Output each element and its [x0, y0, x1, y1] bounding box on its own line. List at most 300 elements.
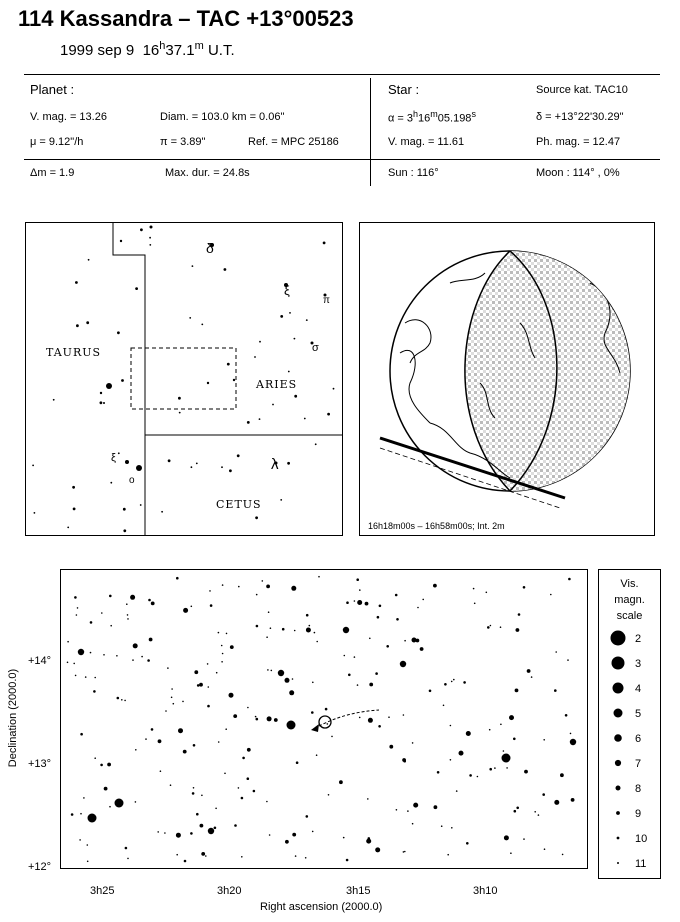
- chart-star: [192, 792, 195, 795]
- chart-star: [190, 832, 193, 835]
- chart-star: [568, 578, 571, 581]
- chart-star: [379, 605, 382, 608]
- mag-dot-3: [612, 657, 625, 670]
- map-star: [229, 469, 232, 472]
- mag-label-5: 5: [635, 708, 642, 720]
- chart-star: [167, 667, 169, 669]
- event-date: 1999 sep 9: [60, 42, 135, 59]
- chart-star: [444, 683, 447, 686]
- chart-star: [171, 697, 173, 699]
- alpha-minutes: 16: [418, 112, 431, 125]
- map-star: [34, 512, 36, 514]
- chart-star: [266, 636, 268, 638]
- mag-label-9: 9: [635, 808, 642, 820]
- planet-star-divider: [370, 78, 371, 186]
- chart-star: [270, 627, 272, 629]
- chart-star: [149, 638, 153, 642]
- star-heading: Star :: [388, 82, 420, 97]
- chart-star: [207, 663, 209, 665]
- moon-info: Moon : 114° , 0%: [536, 167, 620, 179]
- chart-star: [79, 839, 81, 841]
- minute-unit: m: [194, 40, 204, 52]
- mag-dot-6: [614, 734, 622, 742]
- chart-star: [209, 590, 211, 592]
- chart-star: [375, 672, 378, 675]
- chart-star: [534, 811, 536, 813]
- chart-star: [359, 589, 361, 591]
- chart-star: [412, 638, 417, 643]
- delta-ari-label: δ: [206, 240, 214, 256]
- map-star: [168, 459, 171, 462]
- chart-star: [90, 652, 92, 654]
- chart-star: [176, 854, 178, 856]
- chart-bright-star: [88, 814, 97, 823]
- globe-svg: [360, 223, 654, 535]
- chart-star: [214, 827, 217, 830]
- chart-star: [403, 714, 405, 716]
- chart-star: [77, 607, 79, 609]
- map-star: [280, 315, 283, 318]
- chart-star: [157, 831, 159, 833]
- map-star: [100, 392, 102, 394]
- star-vmag: V. mag. = 11.61: [388, 136, 465, 148]
- pi-ari-label: π: [323, 295, 330, 306]
- chart-star: [207, 705, 210, 708]
- chart-star: [524, 770, 528, 774]
- mag-scale-title-2: magn.: [614, 594, 645, 606]
- chart-star: [565, 714, 568, 717]
- chart-star: [148, 599, 151, 602]
- chart-bright-star: [502, 754, 511, 763]
- map-star: [120, 240, 122, 242]
- map-star: [103, 402, 105, 404]
- chart-star: [266, 801, 268, 803]
- chart-star: [193, 744, 196, 747]
- map-star: [192, 265, 194, 267]
- chart-star: [354, 656, 356, 658]
- map-star: [149, 244, 151, 246]
- chart-star: [292, 833, 296, 837]
- chart-star: [224, 773, 226, 775]
- chart-star: [176, 577, 179, 580]
- chart-star: [570, 733, 572, 735]
- mag-dot-11: [617, 862, 619, 864]
- chart-star: [170, 784, 172, 786]
- constellation-svg: [26, 223, 342, 535]
- mag-label-3: 3: [635, 658, 642, 670]
- chart-star: [404, 851, 406, 853]
- chart-star: [256, 625, 259, 628]
- chart-star: [516, 628, 520, 632]
- mag-scale-panel: [598, 569, 661, 879]
- chart-bright-star: [287, 721, 296, 730]
- map-star: [179, 412, 181, 414]
- chart-star: [151, 728, 154, 731]
- chart-star: [71, 813, 74, 816]
- xi-ari-label: ξ: [284, 283, 290, 298]
- chart-star: [197, 684, 200, 687]
- map-star: [178, 397, 181, 400]
- map-star: [191, 466, 193, 468]
- map-star: [73, 508, 76, 511]
- chart-star: [242, 757, 245, 760]
- chart-star: [356, 578, 359, 581]
- chart-star: [542, 793, 545, 796]
- chart-star: [135, 749, 137, 751]
- hour-unit: h: [159, 40, 166, 52]
- chart-star: [489, 768, 492, 771]
- mag-label-11: 11: [635, 858, 647, 870]
- chart-star: [266, 585, 270, 589]
- chart-star: [377, 616, 380, 619]
- ra-axis-label: Right ascension (2000.0): [260, 901, 383, 913]
- planet-ref: Ref. = MPC 25186: [248, 136, 339, 148]
- chart-star: [412, 823, 414, 825]
- chart-star: [306, 628, 311, 633]
- xi-tau-label: ξ: [111, 452, 116, 464]
- map-star: [254, 356, 256, 358]
- map-star: [135, 287, 138, 290]
- target-star-circle: [319, 716, 331, 728]
- chart-star: [234, 824, 237, 827]
- map-star: [304, 418, 306, 420]
- chart-star: [434, 805, 438, 809]
- chart-star: [171, 688, 173, 690]
- map-star: [306, 319, 308, 321]
- field-stars: [67, 576, 577, 862]
- chart-star: [306, 614, 309, 617]
- chart-star: [241, 797, 244, 800]
- mag-dot-7: [615, 760, 621, 766]
- chart-star: [513, 738, 516, 741]
- ra-tick-3h10: 3h10: [473, 885, 498, 897]
- chart-star: [183, 608, 188, 613]
- chart-bright-star: [278, 670, 284, 676]
- chart-star: [216, 672, 218, 674]
- chart-star: [543, 739, 545, 741]
- dec-tick-12: +12°: [28, 861, 52, 873]
- chart-star: [218, 741, 220, 743]
- chart-star: [247, 777, 250, 780]
- chart-star: [80, 813, 82, 815]
- alpha-m-unit: m: [430, 109, 438, 119]
- chart-star: [407, 810, 409, 812]
- chart-star: [274, 718, 278, 722]
- planet-vmag: V. mag. = 13.26: [30, 111, 107, 123]
- chart-star: [76, 614, 78, 616]
- map-star: [86, 321, 89, 324]
- chart-star: [354, 600, 356, 602]
- chart-star: [194, 670, 198, 674]
- omicron-tau-label: o: [129, 475, 135, 486]
- chart-star: [222, 584, 224, 586]
- alpha-hours: α = 3: [388, 112, 414, 125]
- map-star: [294, 395, 297, 398]
- chart-star: [116, 655, 118, 657]
- chart-star: [515, 689, 519, 693]
- planet-diam: Diam. = 103.0 km = 0.06": [160, 111, 285, 123]
- chart-star: [420, 647, 424, 651]
- map-star: [123, 508, 126, 511]
- map-star: [224, 268, 227, 271]
- chart-star: [233, 714, 237, 718]
- chart-star: [506, 767, 508, 769]
- chart-star: [256, 718, 259, 721]
- mag-dot-5: [614, 709, 623, 718]
- map-star: [117, 331, 120, 334]
- ra-tick-3h15: 3h15: [346, 885, 371, 897]
- chart-star: [253, 790, 256, 793]
- chart-star: [343, 837, 345, 839]
- map-star: [288, 371, 290, 373]
- chart-star: [176, 833, 181, 838]
- chart-star: [346, 859, 349, 862]
- chart-star: [271, 670, 273, 672]
- map-star: [323, 242, 326, 245]
- star-chart-svg: [61, 570, 587, 868]
- chart-star: [490, 625, 492, 627]
- chart-star: [200, 824, 204, 828]
- map-star: [255, 516, 258, 519]
- chart-star: [477, 776, 479, 778]
- chart-star: [339, 780, 343, 784]
- chart-star: [538, 814, 540, 816]
- header-divider-top: [24, 74, 660, 75]
- cetus-label: CETUS: [216, 498, 262, 511]
- chart-star: [229, 693, 234, 698]
- ra-tick-3h25: 3h25: [90, 885, 115, 897]
- chart-star: [388, 716, 390, 718]
- max-duration: Max. dur. = 24.8s: [165, 167, 250, 179]
- mag-scale-title-3: scale: [616, 610, 643, 622]
- chart-star: [238, 787, 240, 789]
- mag-dot-2: [611, 631, 626, 646]
- map-star: [75, 281, 78, 284]
- chart-star: [262, 580, 264, 582]
- chart-star: [267, 716, 272, 721]
- chart-star: [87, 844, 89, 846]
- chart-star: [346, 601, 349, 604]
- chart-star: [255, 716, 257, 718]
- chart-star: [395, 594, 398, 597]
- chart-star: [504, 835, 509, 840]
- chart-star: [523, 838, 525, 840]
- chart-star: [510, 852, 512, 854]
- alpha-seconds: 05.198: [437, 112, 472, 125]
- chart-star: [527, 669, 531, 673]
- chart-star: [516, 807, 519, 810]
- map-star: [207, 382, 209, 384]
- chart-star: [247, 748, 251, 752]
- chart-star: [285, 840, 289, 844]
- chart-star: [369, 638, 371, 640]
- chart-star: [103, 654, 105, 656]
- mag-dot-10: [617, 837, 620, 840]
- chart-star: [127, 618, 129, 620]
- chart-star: [109, 595, 112, 598]
- mag-scale-title-1: Vis.: [620, 578, 639, 590]
- chart-star: [87, 861, 89, 863]
- map-star: [136, 465, 142, 471]
- chart-star: [348, 674, 351, 677]
- chart-star: [386, 645, 389, 648]
- mag-dot-8: [616, 786, 621, 791]
- chart-star: [367, 798, 369, 800]
- chart-star: [514, 810, 517, 813]
- chart-star: [210, 604, 213, 607]
- event-hour: 16: [142, 42, 160, 59]
- mag-label-6: 6: [635, 733, 642, 745]
- ra-tick-3h20: 3h20: [217, 885, 242, 897]
- chart-star: [404, 640, 406, 642]
- chart-star: [110, 625, 112, 627]
- event-minute: 37.1: [165, 42, 195, 59]
- chart-star: [451, 681, 453, 683]
- aries-label: ARIES: [256, 378, 298, 391]
- chart-star: [127, 858, 129, 860]
- mag-scale-svg: [599, 570, 660, 878]
- map-star: [201, 324, 203, 326]
- chart-star: [238, 586, 240, 588]
- chart-bright-star: [570, 739, 576, 745]
- chart-star: [562, 854, 564, 856]
- chart-star: [396, 618, 399, 621]
- chart-star: [124, 700, 126, 702]
- chart-star: [459, 751, 464, 756]
- chart-star: [305, 857, 307, 859]
- chart-star: [422, 599, 424, 601]
- star-chart-frame: [60, 569, 588, 869]
- chart-star: [466, 731, 471, 736]
- chart-star: [314, 632, 316, 634]
- chart-star: [132, 659, 134, 661]
- chart-star: [90, 621, 93, 624]
- chart-star: [500, 626, 502, 628]
- dec-tick-14: +14°: [28, 655, 52, 667]
- chart-star: [141, 656, 143, 658]
- chart-star: [447, 854, 449, 856]
- chart-star: [487, 626, 490, 629]
- map-star: [32, 465, 34, 467]
- map-star: [259, 418, 261, 420]
- chart-star: [500, 724, 502, 726]
- chart-star: [417, 607, 419, 609]
- chart-star: [309, 625, 311, 627]
- chart-star: [205, 855, 207, 857]
- chart-star: [147, 659, 150, 662]
- chart-bright-star: [78, 649, 84, 655]
- chart-star: [165, 710, 167, 712]
- chart-star: [294, 630, 296, 632]
- chart-star: [285, 678, 290, 683]
- chart-star: [130, 595, 135, 600]
- map-star: [150, 226, 153, 229]
- chart-star: [413, 803, 418, 808]
- header-divider-bottom: [24, 159, 660, 160]
- map-star: [53, 399, 55, 401]
- chart-star: [443, 705, 445, 707]
- chart-bright-star: [400, 661, 406, 667]
- map-star: [161, 511, 163, 513]
- map-star: [88, 259, 90, 261]
- chart-star: [73, 663, 75, 665]
- event-datetime: [60, 40, 235, 59]
- chart-star: [359, 717, 361, 719]
- mag-label-10: 10: [635, 833, 648, 845]
- chart-star: [191, 606, 193, 608]
- chart-star: [178, 728, 183, 733]
- map-star: [315, 443, 317, 445]
- chart-star: [375, 847, 380, 852]
- chart-star: [241, 856, 243, 858]
- chart-star: [554, 800, 559, 805]
- chart-star: [396, 809, 398, 811]
- chart-bright-star: [343, 627, 349, 633]
- chart-star: [456, 790, 458, 792]
- chart-star: [357, 600, 362, 605]
- chart-bright-star: [208, 828, 214, 834]
- chart-star: [135, 801, 137, 803]
- planet-mu: μ = 9.12"/h: [30, 136, 84, 148]
- chart-star: [312, 831, 314, 833]
- sun-elongation: Sun : 116°: [388, 167, 439, 179]
- chart-star: [369, 683, 373, 687]
- chart-star: [331, 736, 333, 738]
- map-star: [121, 379, 124, 382]
- chart-star: [571, 798, 575, 802]
- chart-star: [125, 847, 128, 850]
- star-source: Source kat. TAC10: [536, 84, 628, 96]
- chart-star: [429, 690, 432, 693]
- chart-star: [221, 661, 223, 663]
- chart-star: [230, 645, 234, 649]
- mag-dot-9: [616, 811, 620, 815]
- chart-star: [466, 842, 469, 845]
- star-delta: δ = +13°22'30.29": [536, 111, 624, 123]
- sigma-ari-label: σ: [312, 342, 319, 354]
- delta-mag: Δm = 1.9: [30, 167, 75, 179]
- chart-area-box: [131, 348, 236, 409]
- chart-star: [85, 676, 87, 678]
- chart-star: [503, 750, 505, 752]
- taurus-label: TAURUS: [46, 346, 102, 359]
- chart-star: [80, 733, 83, 736]
- chart-star: [269, 834, 271, 836]
- constellation-map: [25, 222, 343, 536]
- time-system: U.T.: [207, 42, 235, 59]
- chart-star: [83, 797, 85, 799]
- chart-star: [183, 750, 187, 754]
- map-star: [125, 460, 129, 464]
- chart-star: [509, 715, 514, 720]
- chart-star: [100, 764, 103, 767]
- chart-star: [74, 596, 77, 599]
- chart-star: [225, 728, 227, 730]
- chart-star: [437, 771, 440, 774]
- chart-star: [325, 708, 328, 711]
- map-star: [289, 312, 291, 314]
- chart-star: [193, 787, 195, 789]
- chart-star: [494, 767, 496, 769]
- map-star: [72, 486, 75, 489]
- map-star: [272, 404, 274, 406]
- chart-star: [291, 586, 296, 591]
- chart-star: [523, 586, 526, 589]
- chart-star: [296, 761, 299, 764]
- chart-star: [544, 848, 546, 850]
- chart-star: [378, 725, 381, 728]
- map-star: [221, 466, 223, 468]
